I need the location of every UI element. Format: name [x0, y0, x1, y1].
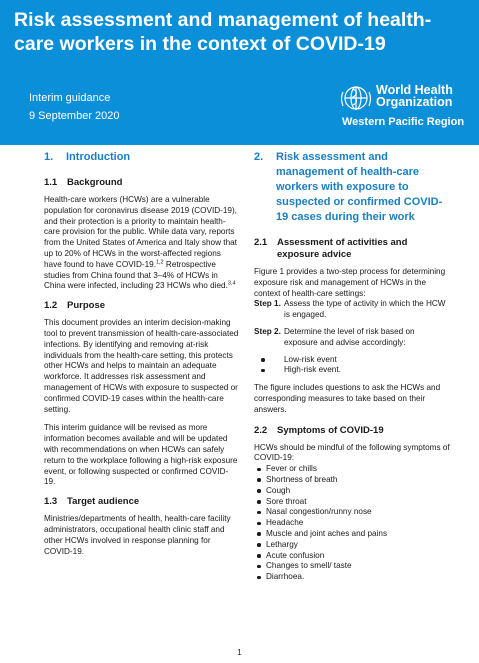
section-2-2-heading: 2.2 Symptoms of COVID-19: [254, 424, 384, 436]
list-item: Fever or chills: [254, 464, 450, 475]
section-1-3-heading: 1.3 Target audience: [44, 496, 140, 508]
step-2: Step 2. Determine the level of risk based on exposure and advise accordingly:: [254, 326, 415, 347]
list-item: Cough: [254, 486, 450, 497]
purpose-paragraph-2: This interim guidance will be revised as more information becomes available and will be updated with recommendations on when HCWs can safely return to the workplace following a high-risk exposure event, or following suspected or confirmed COVID-19.: [44, 423, 238, 487]
list-item: Low-risk event: [254, 355, 450, 366]
purpose-paragraph-1: This document provides an interim decision-making tool to prevent transmission of health-care-associated infections. By identifying and removing at-risk individuals from the health-care setting, this protects other HCWs and helps to maintain an adequate workforce. It addresses risk assessment and management of HCWs with exposure to suspected or confirmed COVID-19 cases within the health-care setting.: [44, 318, 239, 414]
list-item: Nasal congestion/runny nose: [254, 507, 450, 518]
header-banner: [0, 0, 479, 145]
list-item: Changes to smell/ taste: [254, 561, 450, 572]
section-2-heading: 2. Risk assessment and management of health-care workers with exposure to suspected or confirmed COVID-19 cases during their work: [254, 151, 443, 223]
list-item: Shortness of breath: [254, 475, 450, 486]
list-item: Muscle and joint aches and pains: [254, 529, 450, 540]
list-item: High-risk event.: [254, 365, 450, 376]
document-title: Risk assessment and management of health-care workers in the context of COVID-19: [14, 9, 432, 55]
risk-level-list: [254, 355, 450, 377]
who-emblem-icon: [340, 84, 372, 114]
who-logo: [340, 84, 470, 132]
background-paragraph: Health-care workers (HCWs) are a vulnerable population for coronavirus disease 2019 (COVID-19), and their protection is a priority to maintain health-care provision for the public. While data vary, reports from the United States of America and Italy show that up to 20% of HCWs in the worst-affected regions have found to have COVID-19.$^{1,2}$ Retrospective studies from China found that 3–4% of HCWs in China were infected, including 23 HCWs who died.$^{3,4}$: [44, 195, 237, 291]
page-number: 1: [237, 648, 242, 657]
section-1-1-heading: 1.1 Background: [44, 177, 123, 188]
symptoms-list: [254, 464, 450, 583]
left-column: [44, 150, 239, 557]
list-item: Headache: [254, 518, 450, 529]
section-1-heading: 1. Introduction: [44, 151, 131, 163]
section-2-1-heading: 2.1 Assessment of activities and exposure advice: [254, 237, 408, 260]
list-item: Sore throat: [254, 497, 450, 508]
list-item: Lethargy: [254, 540, 450, 551]
list-item: Diarrhoea.: [254, 572, 450, 583]
steps-list: [254, 299, 450, 348]
step-1: Step 1. Assess the type of activity in which the HCW is engaged.: [254, 299, 446, 320]
logo-org-name: World Health Organization: [376, 83, 453, 109]
guidance-label: Interim guidance: [29, 92, 111, 104]
symptoms-intro: HCWs should be mindful of the following symptoms of COVID-19:: [254, 442, 450, 463]
logo-region: Western Pacific Region: [342, 116, 465, 128]
activities-outro: The figure includes questions to ask the HCWs and corresponding measures to take based on their answers.: [254, 383, 441, 414]
section-1-2-heading: 1.2 Purpose: [44, 300, 106, 312]
activities-intro: Figure 1 provides a two-step process for determining exposure risk and management of HCWs in the context of health-care settings:: [254, 267, 446, 298]
right-column: [254, 150, 450, 583]
publication-date: 9 September 2020: [29, 110, 120, 122]
list-item: Acute confusion: [254, 551, 450, 562]
audience-paragraph: Ministries/departments of health, health-care facility administrators, occupational health clinic staff and other HCWs involved in response planning for COVID-19.: [44, 514, 231, 556]
